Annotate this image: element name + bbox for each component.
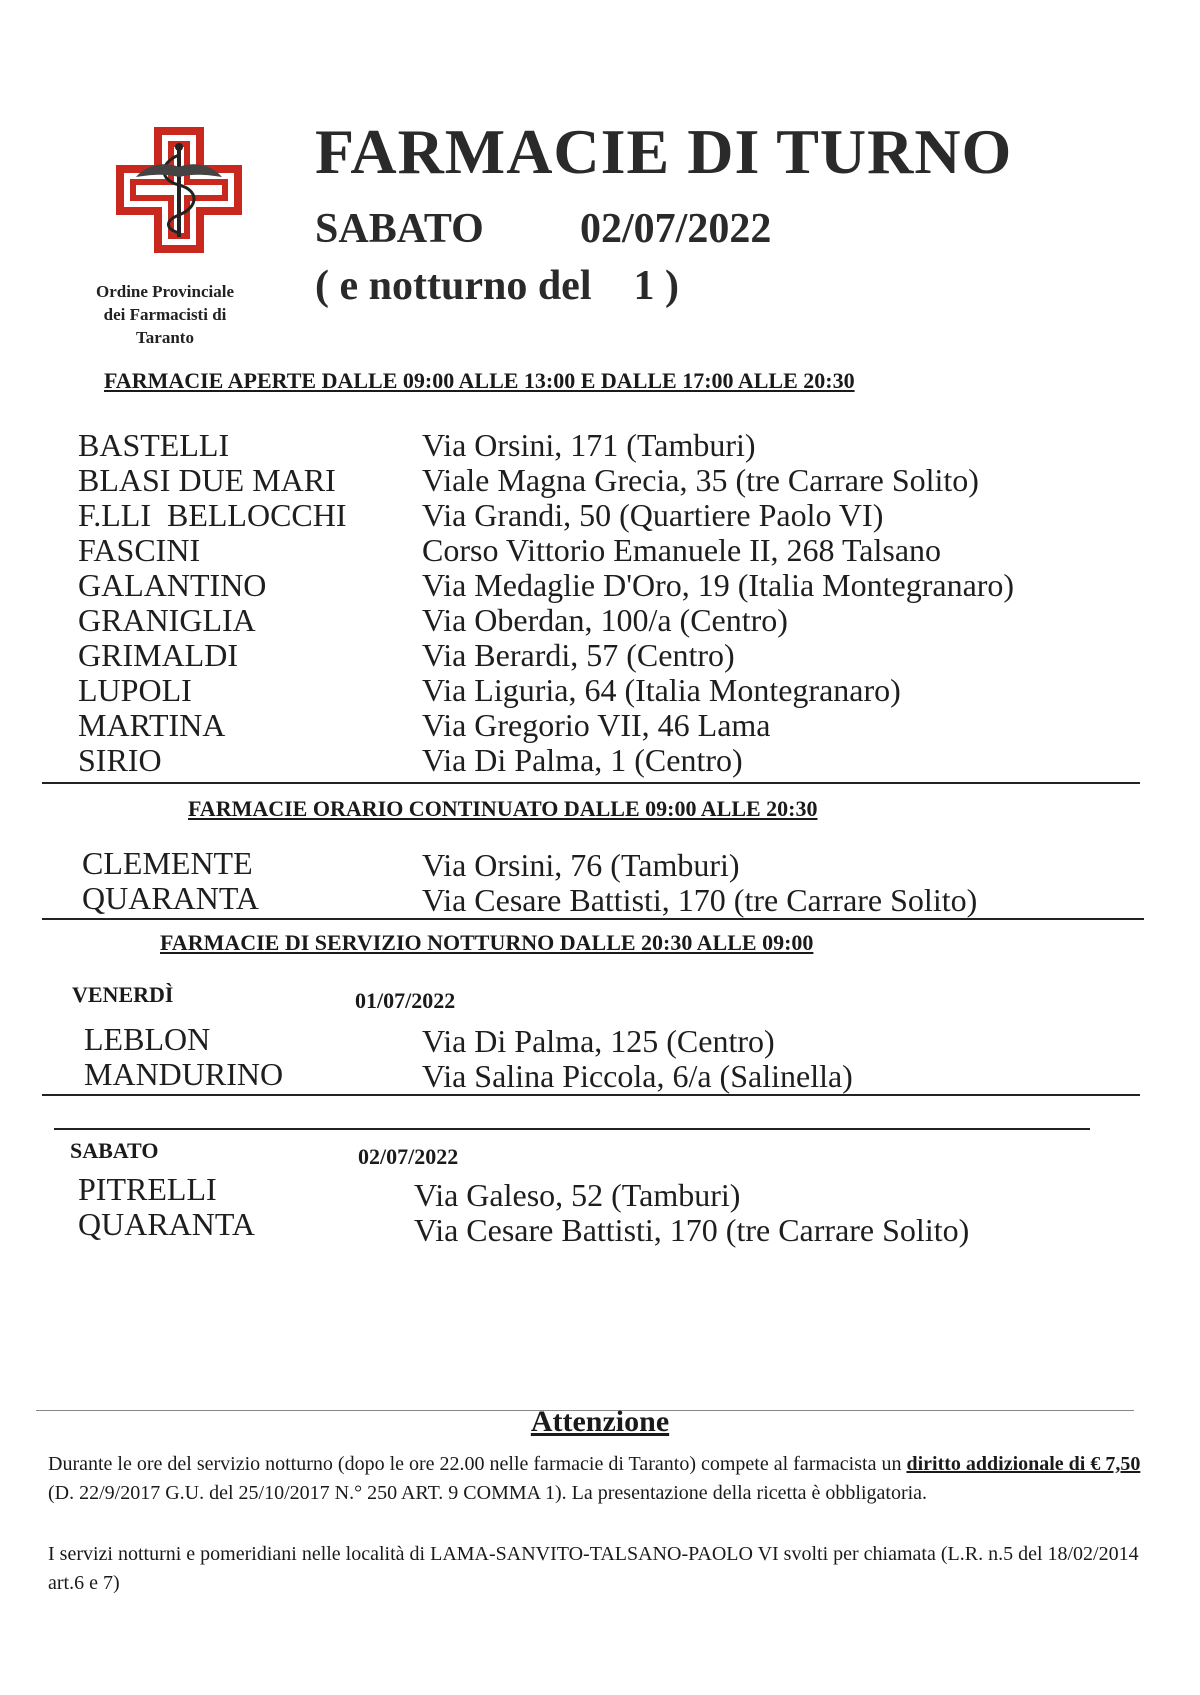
section-day-addresses [422, 428, 1014, 778]
pharmacy-cross-caduceus-logo [114, 125, 244, 255]
pharmacy-name: BASTELLI [78, 427, 230, 463]
section-continuous-heading: FARMACIE ORARIO CONTINUATO DALLE 09:00 ALLE 20:30 [188, 796, 818, 821]
pharmacy-name: GRANIGLIA [78, 602, 256, 638]
pharmacy-address: Via Orsini, 76 (Tamburi) [422, 847, 740, 883]
pharmacy-address: Via Salina Piccola, 6/a (Salinella) [422, 1058, 853, 1094]
pharmacy-name: MARTINA [78, 707, 226, 743]
pharmacy-address: Viale Magna Grecia, 35 (tre Carrare Solito) [422, 462, 979, 498]
divider [42, 918, 1144, 920]
attention-text-a: Durante le ore del servizio notturno (dopo le ore 22.00 nelle farmacie di Taranto) compete al farmacista un [48, 1453, 902, 1475]
section-day-heading: FARMACIE APERTE DALLE 09:00 ALLE 13:00 E DALLE 17:00 ALLE 20:30 [104, 368, 855, 393]
pharmacy-name: PITRELLI [78, 1171, 217, 1207]
header-notturno: ( e notturno del 1 ) [315, 263, 679, 309]
pharmacy-address: Via Cesare Battisti, 170 (tre Carrare Solito) [414, 1212, 970, 1248]
organization-name [60, 280, 270, 349]
pharmacy-name: BLASI DUE MARI [78, 462, 336, 498]
pharmacy-address: Corso Vittorio Emanuele II, 268 Talsano [422, 532, 942, 568]
pharmacy-name: QUARANTA [78, 1206, 255, 1242]
pharmacy-address: Via Cesare Battisti, 170 (tre Carrare Solito) [422, 882, 978, 918]
pharmacy-address: Via Medaglie D'Oro, 19 (Italia Montegranaro) [422, 567, 1015, 603]
pharmacy-name: QUARANTA [82, 880, 259, 916]
attention-text-b: (D. 22/9/2017 G.U. del 25/10/2017 N.° 250 ART. 9 COMMA 1). La presentazione della ricetta è obbligatoria. [48, 1482, 928, 1504]
page-title: FARMACIE DI TURNO [315, 116, 1013, 187]
pharmacy-address: Via Oberdan, 100/a (Centro) [422, 602, 788, 638]
attention-paragraph-2 [48, 1540, 1148, 1598]
attention-text-2: I servizi notturni e pomeridiani nelle località di LAMA-SANVITO-TALSANO-PAOLO VI svolti per chiamata (L.R. n.5 del 18/02/2014 art.6 e 7) [48, 1543, 1139, 1594]
pharmacy-name: GRIMALDI [78, 637, 238, 673]
night-saturday-addresses [414, 1178, 969, 1248]
org-line-1: Ordine Provinciale [95, 282, 235, 301]
pharmacy-name: GALANTINO [78, 567, 267, 603]
section-day-names [78, 428, 347, 778]
divider [54, 1128, 1090, 1130]
night-friday-day: VENERDÌ [72, 982, 174, 1007]
night-friday-date: 01/07/2022 [355, 988, 456, 1013]
night-friday-addresses [422, 1024, 853, 1094]
header-day: SABATO [315, 206, 484, 252]
pharmacy-address: Via Grandi, 50 (Quartiere Paolo VI) [422, 497, 884, 533]
divider [42, 1094, 1140, 1096]
night-saturday-names [78, 1172, 255, 1242]
pharmacy-name: SIRIO [78, 742, 162, 778]
org-line-3: Taranto [136, 328, 194, 347]
pharmacy-address: Via Di Palma, 1 (Centro) [422, 742, 743, 778]
pharmacy-address: Via Di Palma, 125 (Centro) [422, 1023, 775, 1059]
night-saturday-date: 02/07/2022 [358, 1144, 459, 1169]
section-continuous-addresses [422, 848, 977, 918]
attention-title: Attenzione [530, 1405, 670, 1438]
night-saturday-day: SABATO [70, 1138, 159, 1163]
divider [42, 782, 1140, 784]
pharmacy-name: CLEMENTE [82, 845, 253, 881]
pharmacy-address: Via Gregorio VII, 46 Lama [422, 707, 771, 743]
header-date: 02/07/2022 [580, 206, 772, 252]
org-line-2: dei Farmacisti di [103, 305, 227, 324]
pharmacy-name: FASCINI [78, 532, 201, 568]
pharmacy-address: Via Galeso, 52 (Tamburi) [414, 1177, 741, 1213]
section-continuous-names [82, 846, 259, 916]
pharmacy-address: Via Liguria, 64 (Italia Montegranaro) [422, 672, 901, 708]
attention-fee: diritto addizionale di € 7,50 [906, 1453, 1141, 1475]
pharmacy-name: MANDURINO [84, 1056, 284, 1092]
pharmacy-name: F.LLI BELLOCCHI [78, 497, 347, 533]
attention-paragraph-1 [48, 1450, 1148, 1508]
pharmacy-name: LUPOLI [78, 672, 192, 708]
pharmacy-address: Via Orsini, 171 (Tamburi) [422, 427, 756, 463]
pharmacy-name: LEBLON [84, 1021, 211, 1057]
section-night-heading: FARMACIE DI SERVIZIO NOTTURNO DALLE 20:30 ALLE 09:00 [160, 930, 814, 955]
pharmacy-address: Via Berardi, 57 (Centro) [422, 637, 735, 673]
night-friday-names [84, 1022, 283, 1092]
